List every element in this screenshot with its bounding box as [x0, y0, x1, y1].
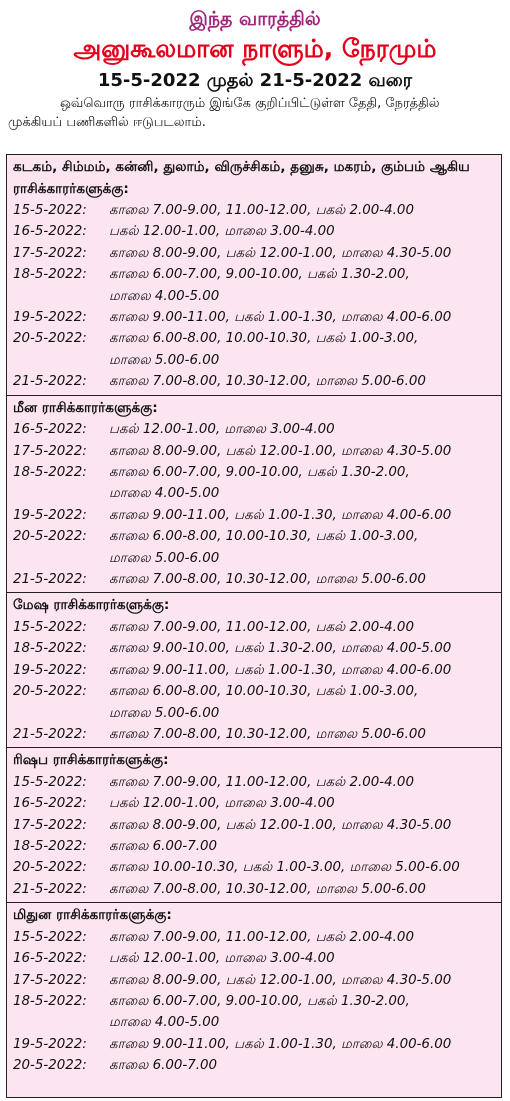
row-times: காலை 7.00-8.00, 10.30-12.00, மாலை 5.00-6.00 — [109, 726, 426, 742]
row-times: காலை 8.00-9.00, பகல் 12.00-1.00, மாலை 4.30-5.00 — [109, 443, 452, 459]
schedule-row — [7, 221, 501, 242]
row-times: காலை 9.00-10.00, பகல் 1.30-2.00, மாலை 4.00-5.00 — [109, 641, 452, 657]
row-times: காலை 6.00-7.00, 9.00-10.00, பகல் 1.30-2.00, — [109, 994, 410, 1009]
row-times-continued: மாலை 5.00-6.00 — [109, 352, 220, 368]
schedule-row — [7, 200, 501, 221]
row-times-continued: மாலை 4.00-5.00 — [109, 1015, 220, 1031]
row-times: காலை 6.00-8.00, 10.00-10.30, பகல் 1.00-3.00, — [109, 529, 419, 545]
row-date: 19-5-2022: — [13, 1036, 87, 1052]
row-date: 17-5-2022: — [13, 972, 87, 988]
schedule-row — [7, 991, 501, 1012]
row-times: காலை 6.00-7.00, 9.00-10.00, பகல் 1.30-2.00, — [109, 464, 410, 480]
row-times: காலை 9.00-11.00, பகல் 1.00-1.30, மாலை 4.00-6.00 — [109, 1036, 452, 1052]
row-date: 17-5-2022: — [13, 443, 87, 459]
row-times: பகல் 12.00-1.00, மாலை 3.00-4.00 — [109, 951, 335, 967]
rasi-section — [7, 747, 501, 902]
row-times: காலை 9.00-11.00, பகல் 1.00-1.30, மாலை 4.00-6.00 — [109, 507, 452, 523]
row-times: காலை 8.00-9.00, பகல் 12.00-1.00, மாலை 4.30-5.00 — [109, 245, 452, 261]
schedule-row — [7, 948, 501, 969]
schedule-row — [7, 681, 501, 702]
row-times: காலை 6.00-8.00, 10.00-10.30, பகல் 1.00-3.00, — [109, 331, 419, 347]
row-times-continued: மாலை 4.00-5.00 — [109, 486, 220, 502]
row-date: 18-5-2022: — [13, 839, 87, 855]
row-times: காலை 6.00-8.00, 10.00-10.30, பகல் 1.00-3.00, — [109, 684, 419, 700]
row-date: 17-5-2022: — [13, 245, 87, 261]
schedule-row — [7, 815, 501, 836]
schedule-row — [7, 617, 501, 638]
row-date: 15-5-2022: — [13, 774, 87, 790]
schedule-row — [7, 505, 501, 526]
schedule-row — [7, 371, 501, 392]
row-times-continued: மாலை 5.00-6.00 — [109, 550, 220, 566]
row-date: 20-5-2022: — [13, 529, 87, 545]
rasi-section — [7, 155, 501, 395]
row-date: 18-5-2022: — [13, 641, 87, 657]
row-date: 15-5-2022: — [13, 203, 87, 218]
row-date: 16-5-2022: — [13, 224, 87, 240]
section-heading: கடகம், சிம்மம், கன்னி, துலாம், விருச்சிகம், தனுசு, மகரம், கும்பம் ஆகிய ராசிக்காரர்களுக்கு: — [13, 159, 470, 197]
row-times: காலை 7.00-9.00, 11.00-12.00, பகல் 2.00-4.00 — [109, 929, 414, 945]
row-date: 17-5-2022: — [13, 817, 87, 833]
row-date: 20-5-2022: — [13, 1058, 87, 1074]
section-heading: மேஷ ராசிக்காரர்களுக்கு: — [13, 597, 170, 614]
row-date: 21-5-2022: — [13, 881, 87, 897]
section-heading: ரிஷப ராசிக்காரர்களுக்கு: — [13, 752, 169, 769]
rasi-section — [7, 902, 501, 1078]
row-date: 18-5-2022: — [13, 464, 87, 480]
schedule-row — [7, 1055, 501, 1076]
row-times: காலை 8.00-9.00, பகல் 12.00-1.00, மாலை 4.30-5.00 — [109, 972, 452, 988]
row-date: 16-5-2022: — [13, 951, 87, 967]
schedule-row — [7, 970, 501, 991]
row-date: 21-5-2022: — [13, 374, 87, 390]
schedule-row — [7, 462, 501, 483]
section-heading: மிதுன ராசிக்காரர்களுக்கு: — [13, 907, 172, 924]
schedule-row — [7, 307, 501, 328]
schedule-row — [7, 927, 501, 948]
schedule-row — [7, 264, 501, 285]
row-times: காலை 7.00-9.00, 11.00-12.00, பகல் 2.00-4.00 — [109, 774, 414, 790]
row-times: காலை 7.00-9.00, 11.00-12.00, பகல் 2.00-4.00 — [109, 619, 414, 635]
row-date: 19-5-2022: — [13, 507, 87, 523]
row-date: 20-5-2022: — [13, 331, 87, 347]
rasi-section — [7, 395, 501, 593]
row-date: 15-5-2022: — [13, 619, 87, 635]
row-times: காலை 9.00-11.00, பகல் 1.00-1.30, மாலை 4.00-6.00 — [109, 310, 452, 326]
schedule-row — [7, 879, 501, 900]
header-kicker: இந்த வாரத்தில் — [189, 8, 321, 30]
schedule-row — [7, 419, 501, 440]
intro-line-1: ஒவ்வொரு ராசிக்காரரும் இங்கே குறிப்பிட்டுள்ள தேதி, நேரத்தில் — [60, 96, 440, 111]
row-times: காலை 10.00-10.30, பகல் 1.00-3.00, மாலை 5.00-6.00 — [109, 860, 460, 876]
schedule-row — [7, 441, 501, 462]
row-times: காலை 6.00-7.00, 9.00-10.00, பகல் 1.30-2.00, — [109, 267, 410, 283]
schedule-row — [7, 526, 501, 547]
row-date: 18-5-2022: — [13, 267, 87, 283]
schedule-row — [7, 772, 501, 793]
row-times: காலை 6.00-7.00 — [109, 839, 218, 855]
row-date: 19-5-2022: — [13, 662, 87, 678]
schedule-row — [7, 724, 501, 745]
row-date: 16-5-2022: — [13, 422, 87, 438]
row-date: 16-5-2022: — [13, 796, 87, 812]
row-times: காலை 7.00-9.00, 11.00-12.00, பகல் 2.00-4.00 — [109, 203, 414, 218]
row-date: 21-5-2022: — [13, 726, 87, 742]
row-times: பகல் 12.00-1.00, மாலை 3.00-4.00 — [109, 422, 335, 438]
schedule-row — [7, 793, 501, 814]
schedule-row — [7, 857, 501, 878]
intro-paragraph — [0, 94, 510, 132]
row-date: 21-5-2022: — [13, 572, 87, 587]
row-times: காலை 8.00-9.00, பகல் 12.00-1.00, மாலை 4.30-5.00 — [109, 817, 452, 833]
row-times: காலை 7.00-8.00, 10.30-12.00, மாலை 5.00-6.00 — [109, 572, 426, 587]
row-times: பகல் 12.00-1.00, மாலை 3.00-4.00 — [109, 224, 335, 240]
schedule-row — [7, 660, 501, 681]
row-date: 20-5-2022: — [13, 860, 87, 876]
date-range: 15-5-2022 முதல் 21-5-2022 வரை — [97, 70, 413, 91]
schedule-row — [7, 328, 501, 349]
row-times: காலை 7.00-8.00, 10.30-12.00, மாலை 5.00-6.00 — [109, 881, 426, 897]
row-date: 15-5-2022: — [13, 929, 87, 945]
row-date: 18-5-2022: — [13, 994, 87, 1009]
schedule-table — [6, 154, 502, 1098]
page-title: அனுகூலமான நாளும், நேரமும் — [73, 34, 437, 63]
schedule-row — [7, 638, 501, 659]
article-header — [0, 0, 510, 94]
row-times: பகல் 12.00-1.00, மாலை 3.00-4.00 — [109, 796, 335, 812]
schedule-row — [7, 1034, 501, 1055]
row-times: காலை 9.00-11.00, பகல் 1.00-1.30, மாலை 4.00-6.00 — [109, 662, 452, 678]
row-times: காலை 7.00-8.00, 10.30-12.00, மாலை 5.00-6.00 — [109, 374, 426, 390]
row-date: 19-5-2022: — [13, 310, 87, 326]
rasi-section — [7, 592, 501, 747]
schedule-row — [7, 569, 501, 590]
section-heading: மீன ராசிக்காரர்களுக்கு: — [13, 399, 158, 416]
schedule-row — [7, 836, 501, 857]
row-times: காலை 6.00-7.00 — [109, 1058, 218, 1074]
row-times-continued: மாலை 5.00-6.00 — [109, 705, 220, 721]
row-date: 20-5-2022: — [13, 684, 87, 700]
row-times-continued: மாலை 4.00-5.00 — [109, 288, 220, 304]
intro-line-2: முக்கியப் பணிகளில் ஈடுபடலாம். — [8, 115, 206, 130]
schedule-row — [7, 243, 501, 264]
